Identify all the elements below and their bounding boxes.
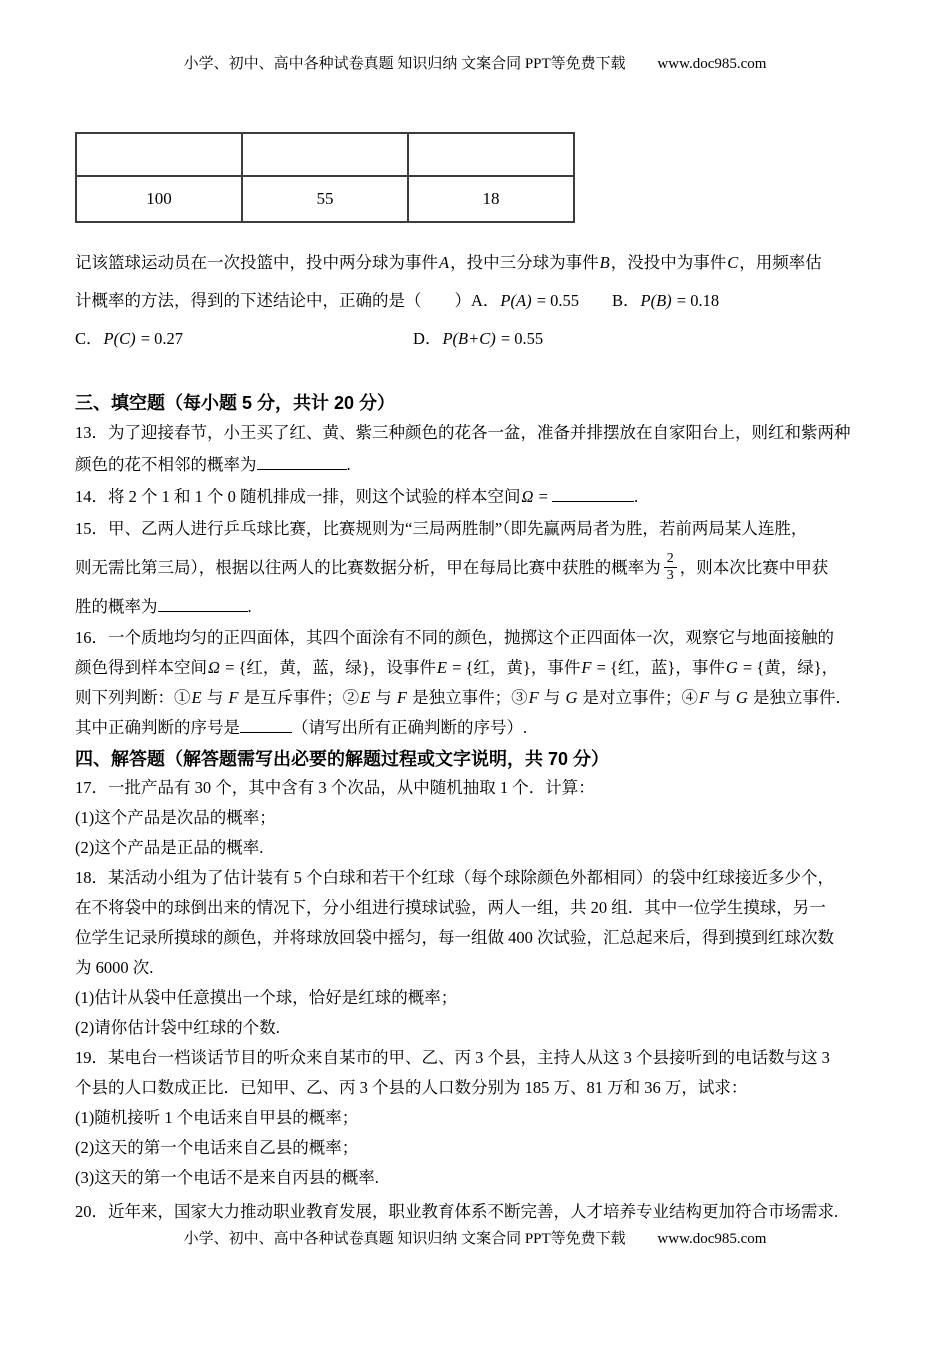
- question-15-line-2: 则无需比第三局），根据以往两人的比赛数据分析，甲在每局比赛中获胜的概率为 $\frac{2}{3}$ ，则本次比赛中甲获: [75, 550, 829, 583]
- question-20-line-1: 20．近年来，国家大力推动职业教育发展，职业教育体系不断完善，人才培养专业结构更加符合市场需求.: [75, 1202, 839, 1221]
- question-14-line-1: 14．将 2 个 1 和 1 个 0 随机排成一排，则这个试验的样本空间Ω = .: [75, 487, 639, 506]
- question-16-line-1: 16．一个质地均匀的正四面体，其四个面涂有不同的颜色，抛掷这个正四面体一次，观察它与地面接触的: [75, 628, 834, 647]
- table-cell: 55: [242, 176, 408, 222]
- question-18-line-3: 位学生记录所摸球的颜色，并将球放回袋中摇匀，每一组做 400 次试验，汇总起来后，得到摸到红球次数: [75, 928, 834, 947]
- question-16-line-4: 其中正确判断的序号是 （请写出所有正确判断的序号）.: [75, 718, 528, 737]
- question-17-line-1: 17．一批产品有 30 个，其中含有 3 个次品，从中随机抽取 1 个．计算：: [75, 778, 595, 797]
- question-15-line-1: 15．甲、乙两人进行乒乓球比赛，比赛规则为“三局两胜制”（即先赢两局者为胜，若前两局某人连胜，: [75, 519, 808, 538]
- section-4-heading: 四、解答题（解答题需写出必要的解题过程或文字说明，共 70 分）: [75, 749, 610, 769]
- question-19-line-2: 个县的人口数成正比．已知甲、乙、丙 3 个县的人口数分别为 185 万、81 万和 36 万，试求：: [75, 1078, 748, 1097]
- table-cell: [408, 133, 574, 176]
- table-row: [76, 176, 574, 222]
- question-12-line-1: 记该篮球运动员在一次投篮中，投中两分球为事件A，投中三分球为事件B，没投中为事件C，用频率估: [75, 253, 822, 272]
- page-footer: [0, 1227, 950, 1251]
- question-17-part-1: (1)这个产品是次品的概率；: [75, 808, 276, 827]
- question-18-part-1: (1)估计从袋中任意摸出一个球，恰好是红球的概率；: [75, 988, 458, 1007]
- question-12-line-2-options-ab: 计概率的方法，得到的下述结论中，正确的是（ ）A．P(A) = 0.55 B．P(B) = 0.18: [75, 291, 720, 310]
- answer-blank: [552, 487, 634, 502]
- question-18-line-4: 为 6000 次.: [75, 958, 154, 977]
- question-19-part-1: (1)随机接听 1 个电话来自甲县的概率；: [75, 1108, 359, 1127]
- question-19-part-3: (3)这天的第一个电话不是来自丙县的概率.: [75, 1168, 379, 1187]
- question-16-line-3: 则下列判断：①E 与 F 是互斥事件；②E 与 F 是独立事件；③F 与 G 是对立事件；④F 与 G 是独立事件．: [75, 688, 852, 707]
- question-12-options-cd: C．P(C) = 0.27 D．P(B+C) = 0.55: [75, 329, 544, 348]
- answer-blank: [240, 718, 292, 733]
- question-16-line-2: 颜色得到样本空间Ω = {红，黄，蓝，绿}，设事件E = {红，黄}，事件F = {红，蓝}，事件G = {黄，绿}，: [75, 658, 839, 677]
- frequency-table: [75, 132, 575, 223]
- footer-text: 小学、初中、高中各种试卷真题 知识归纳 文案合同 PPT等免费下载: [183, 1231, 626, 1247]
- fraction: $\frac{2}{3}$: [664, 551, 677, 584]
- header-text: 小学、初中、高中各种试卷真题 知识归纳 文案合同 PPT等免费下载: [183, 56, 626, 72]
- table-cell: [242, 133, 408, 176]
- table-cell: 100: [76, 176, 242, 222]
- header-url-link[interactable]: www.doc985.com: [657, 56, 767, 72]
- question-18-line-2: 在不将袋中的球倒出来的情况下，分小组进行摸球试验，两人一组，共 20 组．其中一位学生摸球，另一: [75, 898, 826, 917]
- question-19-part-2: (2)这天的第一个电话来自乙县的概率；: [75, 1138, 359, 1157]
- question-18-line-1: 18．某活动小组为了估计装有 5 个白球和若干个红球（每个球除颜色外都相同）的袋中红球接近多少个，: [75, 868, 834, 887]
- table-cell: [76, 133, 242, 176]
- page-header: [0, 0, 950, 76]
- document-body: [0, 132, 950, 1227]
- section-3-heading: 三、填空题（每小题 5 分，共计 20 分）: [75, 393, 396, 413]
- question-15-line-3: 胜的概率为 .: [75, 597, 252, 616]
- table-cell: 18: [408, 176, 574, 222]
- question-13-line-2: 颜色的花不相邻的概率为 .: [75, 455, 351, 474]
- question-13-line-1: 13．为了迎接春节，小王买了红、黄、紫三种颜色的花各一盆，准备并排摆放在自家阳台上，则红和紫两种: [75, 423, 851, 442]
- question-19-line-1: 19．某电台一档谈话节目的听众来自某市的甲、乙、丙 3 个县，主持人从这 3 个县接听到的电话数与这 3: [75, 1048, 830, 1067]
- answer-blank: [257, 455, 347, 470]
- footer-url-link[interactable]: www.doc985.com: [657, 1231, 767, 1247]
- question-18-part-2: (2)请你估计袋中红球的个数.: [75, 1018, 280, 1037]
- table-row: [76, 133, 574, 176]
- question-17-part-2: (2)这个产品是正品的概率.: [75, 838, 264, 857]
- answer-blank: [158, 597, 248, 612]
